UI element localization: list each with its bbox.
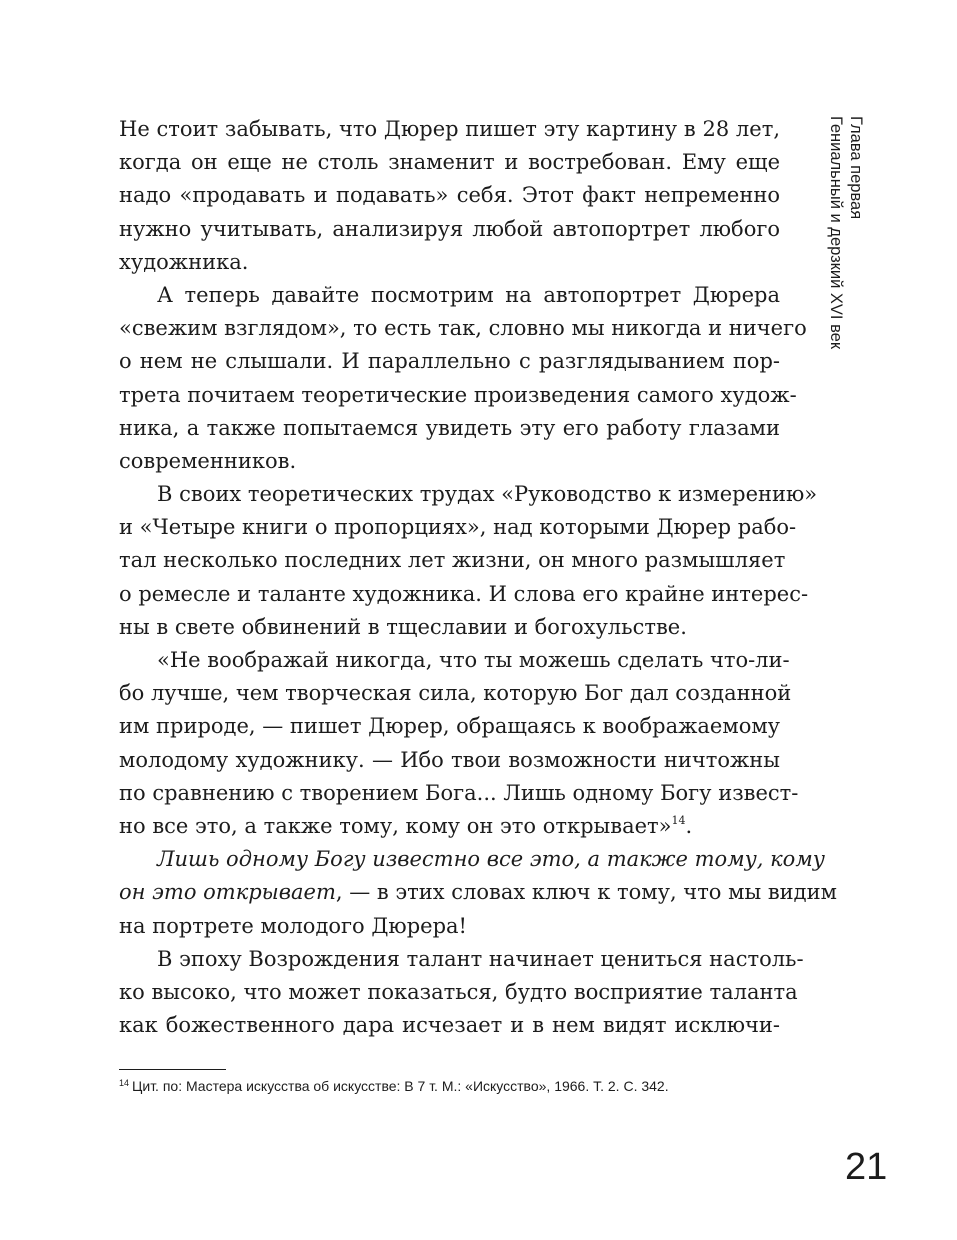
text-line: тал несколько последних лет жизни, он много размышляет (119, 548, 786, 573)
text-line: ны в свете обвинений в тщеславии и богохульстве. (119, 614, 687, 639)
footnote-divider (119, 1069, 226, 1070)
text-line: как божественного дара исчезает и в нем видят исключи- (119, 1013, 780, 1038)
text-line: художника. (119, 249, 249, 274)
text-line: молодому художнику. — Ибо твои возможности ничтожны (119, 747, 780, 772)
text-line: бо лучше, чем творческая сила, которую Бог дал созданной (119, 681, 792, 706)
text-line: ника, а также попытаемся увидеть эту его работу глазами (119, 415, 780, 440)
footnote-text: Цит. по: Мастера искусства об искусстве: В 7 т. М.: «Искусство», 1966. Т. 2. С. 342. (132, 1078, 669, 1094)
text-line: по сравнению с творением Бога... Лишь одному Богу извест- (119, 780, 799, 805)
page-number: 21 (845, 1146, 888, 1188)
text-line: А теперь давайте посмотрим на автопортрет Дюрера (157, 282, 780, 307)
footnote-reference[interactable]: 14 (671, 813, 686, 827)
text-line: В эпоху Возрождения талант начинает цениться настоль- (157, 946, 804, 971)
running-head (826, 116, 866, 376)
running-head-title: Гениальный и дерзкий XVI век (827, 116, 845, 350)
italic-text: он это открывает (119, 880, 336, 905)
plain-text: , — в этих словах ключ к тому, что мы видим (335, 880, 837, 905)
text-line: им природе, — пишет Дюрер, обращаясь к воображаемому (119, 714, 781, 739)
text-line: трета почитаем теоретические произведения самого худож- (119, 382, 797, 407)
footnote-number: 14 (119, 1078, 130, 1088)
footnote (119, 1076, 780, 1096)
text-line: но все это, а также тому, кому он это открывает»$^{14}$. (119, 813, 693, 838)
quote-text: но все это, а также тому, кому он это открывает» (119, 813, 672, 838)
text-line (119, 876, 837, 909)
text-line: о ремесле и таланте художника. И слова его крайне интерес- (119, 581, 809, 606)
text-line-italic: Лишь одному Богу известно все это, а также тому, кому (157, 847, 825, 872)
text-line: ко высоко, что может показаться, будто восприятие таланта (119, 979, 798, 1004)
text-line: Не стоит забывать, что Дюрер пишет эту картину в 28 лет, (119, 117, 780, 141)
text-line: на портрете молодого Дюрера! (119, 913, 467, 938)
text-line: о нем не слышали. И параллельно с разглядыванием пор- (119, 349, 780, 374)
text-line: «свежим взглядом», то есть так, словно мы никогда и ничего (119, 316, 807, 341)
text-line: нужно учитывать, анализируя любой автопортрет любого (119, 216, 780, 241)
running-head-chapter: Глава первая (847, 116, 865, 220)
text-line: когда он еще не столь знаменит и востребован. Ему еще (119, 150, 780, 175)
text-line: и «Четыре книги о пропорциях», над которыми Дюрер рабо- (119, 515, 797, 540)
text-line: «Не воображай никогда, что ты можешь сделать что-ли- (157, 648, 790, 672)
text-line: В своих теоретических трудах «Руководство к измерению» (157, 482, 818, 507)
text-line: современников. (119, 448, 297, 473)
text-line: надо «продавать и подавать» себя. Этот факт непременно (119, 183, 780, 208)
